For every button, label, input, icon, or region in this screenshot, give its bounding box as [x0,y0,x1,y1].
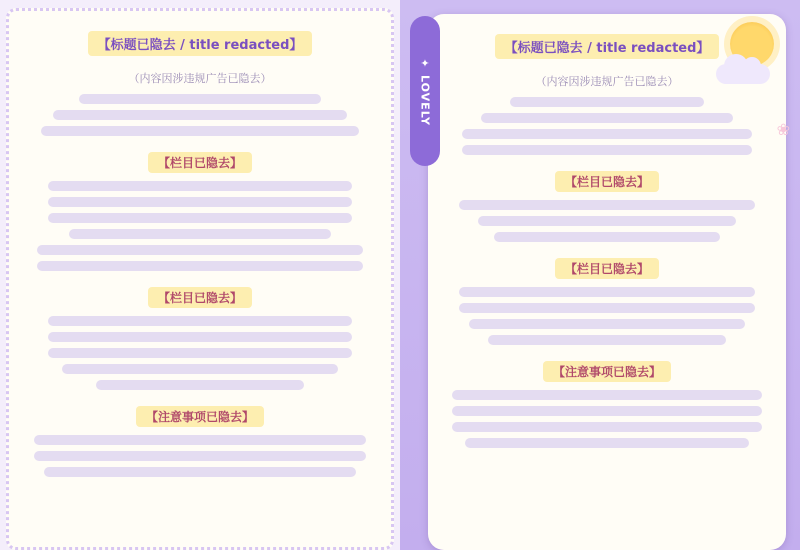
redacted-text-block [27,316,373,390]
redacted-text-block [446,97,768,155]
notice-header: 【注意事项已隐去】 [136,406,264,427]
redacted-text-block [27,94,373,136]
left-flyer [6,8,394,550]
redaction-note: （内容因涉违规广告已隐去） [128,72,272,85]
redacted-text-block [446,287,768,345]
section-header: 【栏目已隐去】 [555,258,659,279]
notice-header: 【注意事项已隐去】 [543,361,671,382]
redacted-text-block [27,181,373,271]
ribbon-label: LOVELY [418,74,432,126]
flyer-title: 【标题已隐去 / title redacted】 [495,34,720,59]
redacted-text-block [446,390,768,448]
star-icon: ✦ [418,56,432,71]
section-header: 【栏目已隐去】 [148,287,252,308]
section-header: 【栏目已隐去】 [148,152,252,173]
redacted-text-block [446,200,768,242]
redacted-text-block [27,435,373,477]
section-header: 【栏目已隐去】 [555,171,659,192]
cloud-icon [716,64,770,84]
lovely-ribbon [410,16,440,166]
heart-icon: ❀ [776,120,790,139]
right-panel [400,0,800,550]
right-flyer [428,14,786,550]
redaction-note: （内容因涉违规广告已隐去） [535,75,679,88]
flyer-title: 【标题已隐去 / title redacted】 [88,31,313,56]
